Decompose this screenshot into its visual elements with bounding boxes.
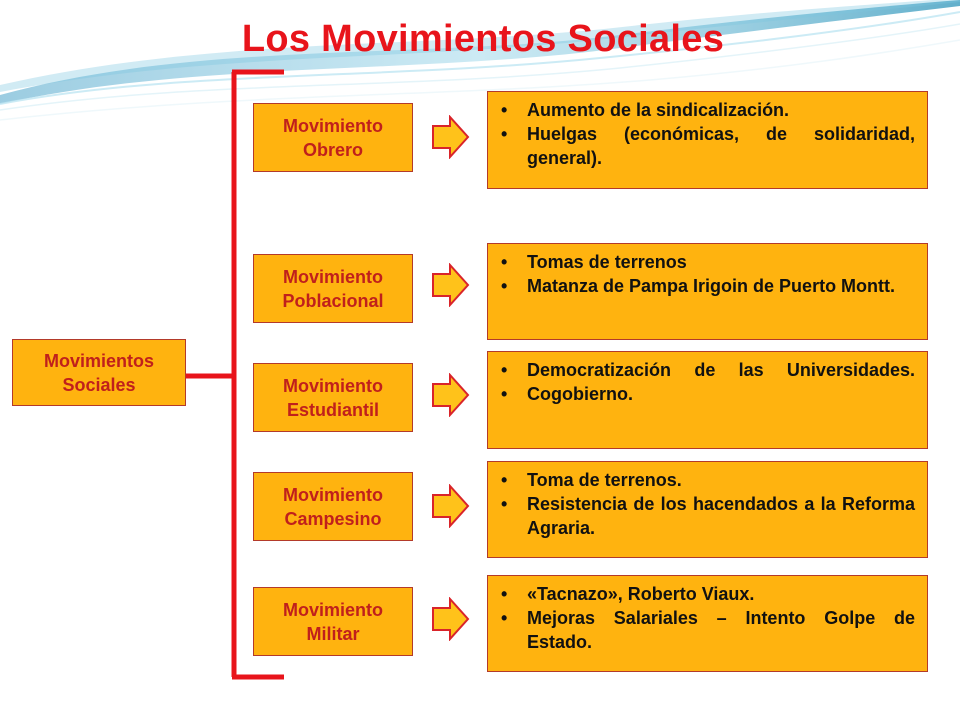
- category-label-2: Militar: [306, 623, 360, 644]
- detail-item: • Huelgas (económicas, de solidaridad, general).: [498, 122, 915, 170]
- detail-item: • Tomas de terrenos: [498, 250, 915, 274]
- arrow-right-icon: [431, 597, 471, 641]
- category-label-2: Estudiantil: [286, 399, 379, 420]
- detail-item: • Matanza de Pampa Irigoin de Puerto Montt.: [498, 274, 915, 298]
- detail-box-obrero: [487, 91, 928, 189]
- arrow-right-icon: [431, 484, 471, 528]
- category-box-campesino: [253, 472, 413, 541]
- arrow-right-icon: [431, 263, 471, 307]
- root-box-movimientos-sociales: [12, 339, 186, 406]
- detail-item: • Toma de terrenos.: [498, 468, 915, 492]
- category-box-militar: [253, 587, 413, 656]
- detail-item: • Cogobierno.: [498, 382, 915, 406]
- detail-item: • Mejoras Salariales – Intento Golpe de Estado.: [498, 606, 915, 654]
- category-label-1: Movimiento: [282, 266, 383, 287]
- category-label-2: Campesino: [284, 508, 382, 529]
- category-label-1: Movimiento: [282, 375, 383, 396]
- category-label-2: Poblacional: [282, 290, 384, 311]
- category-label-2: Obrero: [302, 139, 363, 160]
- arrow-right-icon: [431, 115, 471, 159]
- detail-item: • Democratización de las Universidades.: [498, 358, 915, 382]
- arrow-right-icon: [431, 373, 471, 417]
- detail-box-poblacional: [487, 243, 928, 340]
- detail-item: • Resistencia de los hacendados a la Reforma Agraria.: [498, 492, 915, 540]
- category-box-poblacional: [253, 254, 413, 323]
- page-title: Los Movimientos Sociales: [241, 18, 725, 60]
- root-line-2: Sociales: [62, 374, 136, 395]
- category-label-1: Movimiento: [282, 484, 383, 505]
- category-label-1: Movimiento: [282, 599, 383, 620]
- detail-box-campesino: [487, 461, 928, 558]
- category-label-1: Movimiento: [282, 115, 383, 136]
- detail-item: • «Tacnazo», Roberto Viaux.: [498, 582, 915, 606]
- detail-item: • Aumento de la sindicalización.: [498, 98, 915, 122]
- category-box-obrero: [253, 103, 413, 172]
- category-box-estudiantil: [253, 363, 413, 432]
- detail-box-militar: [487, 575, 928, 672]
- detail-box-estudiantil: [487, 351, 928, 449]
- root-line-1: Movimientos: [43, 350, 154, 371]
